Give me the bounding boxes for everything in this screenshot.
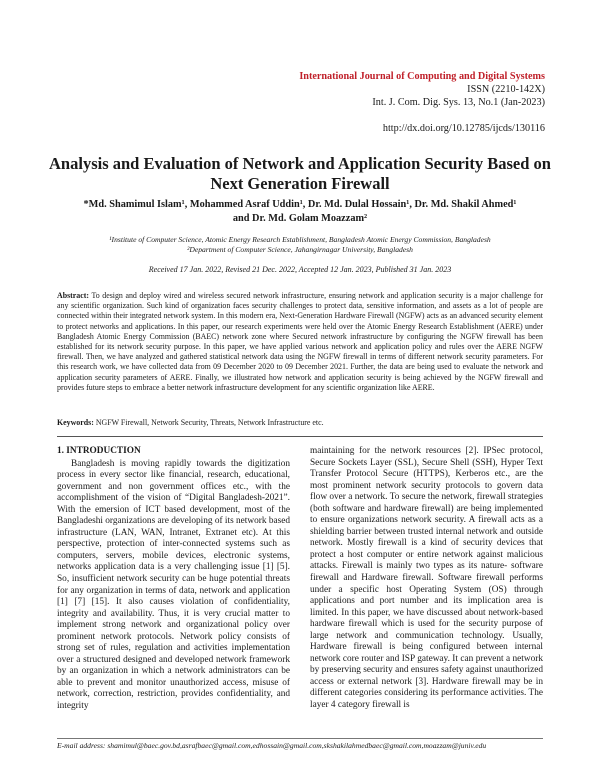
intro-paragraph-left: Bangladesh is moving rapidly towards the digitization process in every sector like financial, research, educational, government and non government offices etc., with the accomplishment of the vision of “Digital Bangladesh-2021”. With the emersion of ICT based development, most of the Bangladeshi organizations are developing of its network based infrastructure (LAN, WAN, Intranet, Extranet etc). At this perspective, protection of inter-connected systems such as computers, servers, mobile devices, electronic systems, networks application data is a very challenging issue [1] [5]. So, insufficient network security can be huge potential threats for any organization in terms of data, network and application [1] [7] [15]. It also causes violation of confidentiality, integrity and availability. Thus, it is very crucial matter to implement strong network and organizational policy over prominent network protocols. Network policy consists of strong set of rules, regulation and activities implementation over a structured designed and developed network framework by an organization in which a network administrators can be able to prevent and monitor unauthorized access, misuse of network, correction, restriction, provides confidentiality, and integrity: [57, 458, 290, 712]
authors-line-1: *Md. Shamimul Islam¹, Mohammed Asraf Uddin¹, Dr. Md. Dulal Hossain¹, Dr. Md. Shakil Ahmed¹: [83, 199, 517, 210]
citation: Int. J. Com. Dig. Sys. 13, No.1 (Jan-2023): [372, 97, 545, 108]
abstract: [57, 291, 543, 393]
keywords-label: Keywords:: [57, 418, 94, 427]
publication-dates: Received 17 Jan. 2022, Revised 21 Dec. 2022, Accepted 12 Jan. 2023, Published 31 Jan. 2023: [148, 265, 452, 274]
footnote-divider: [57, 738, 543, 739]
journal-name: International Journal of Computing and Digital Systems: [299, 71, 545, 82]
abstract-label: Abstract:: [57, 291, 89, 300]
keywords: [57, 418, 543, 427]
doi-link[interactable]: http://dx.doi.org/10.12785/ijcds/130116: [382, 123, 545, 134]
intro-paragraph-right: maintaining for the network resources [2]. IPSec protocol, Secure Sockets Layer (SSL), Secure Shell (SSH), Hyper Text Transfer Protocol Secure (HTTPS), Kerberos etc., are the most prominent network security protocols to govern data flow over a network. To secure the network, firewall strategies (both software and hardware firewall) are being implemented to ensure organizations network security. A firewall acts as a shielding barrier between trusted internal network and outside network. Mostly firewall is a kind of security devices that protect a host computer or entire network against malicious attacks. Firewall is mainly two types as its nature- software firewall and Hardware firewall. Software firewall performs under a specific host Operating System (OS) through applications and port number and its implication area is limited. In this paper, we have discussed about network-based hardware firewall which is used for the security purpose of large network and communication technology. Usually, Hardware firewall is being configured between internal network core router and ISP gateway. It can prevent a network by preserving security and ensures safety against unauthorized access or external network [3]. Hardware firewall may be in different categories considering its performance activities. The layer 4 category firewall is: [310, 446, 543, 711]
right-column: [310, 446, 543, 712]
affiliation-1: ¹Institute of Computer Science, Atomic Energy Research Establishment, Bangladesh Atomic Energy Commission, Bangladesh: [109, 235, 491, 244]
affiliation-2: ²Department of Computer Science, Jahangirnagar University, Bangladesh: [187, 245, 413, 254]
paper-title: Analysis and Evaluation of Network and Application Security Based on Next Generation Firewall: [49, 154, 551, 193]
email-addresses: E-mail address: shamimul@baec.gov.bd,asrafbaec@gmail.com,edhossain@gmail.com,skshakilahmedbaec@gmail.com,moazzam@juniv.edu: [57, 741, 487, 750]
abstract-text: To design and deploy wired and wireless secured network infrastructure, ensuring network and application security is a major challenge for any scientific organization. Such kind of organization faces security challenges to protect data, sensitive information, and assets as a lot of people are connected within their integrated network system. In this modern era, Next-Generation Hardware Firewall (NGFW) acts as an advanced security element to protect networks and applications. In this paper, our research experiments were held over the Atomic Energy Research Establishment (AERE) under Bangladesh Atomic Energy Commission (BAEC) network zone where Secured network infrastructure by configuring the NGFW firewall has been established for its network security purpose. In this paper, we have applied various network and application policy and rules over the AERE NGFW firewall. Then, we have analyzed and gathered statistical network data using the NGFW firewall in terms of different network security parameters. For this research work, we have collected data from 09 December 2020 to 09 December 2021. Further, the data are being used to evaluate the network and application security parameters of AERE. Finally, we illustrated how network and application security is being achieved by the NGFW firewall and provides future steps to embrace a better network infrastructure development for any scientific organization like AERE.: [57, 291, 543, 392]
section-divider: [57, 436, 543, 437]
author-list: [40, 198, 560, 225]
left-column: [57, 446, 290, 713]
issn: ISSN (2210-142X): [467, 84, 545, 95]
journal-header: [299, 70, 545, 109]
affiliations: [40, 235, 560, 255]
authors-line-2: and Dr. Md. Golam Moazzam²: [232, 212, 368, 224]
section-heading-introduction: 1. INTRODUCTION: [57, 446, 141, 456]
keywords-text: NGFW Firewall, Network Security, Threats, Network Infrastructure etc.: [95, 418, 324, 427]
